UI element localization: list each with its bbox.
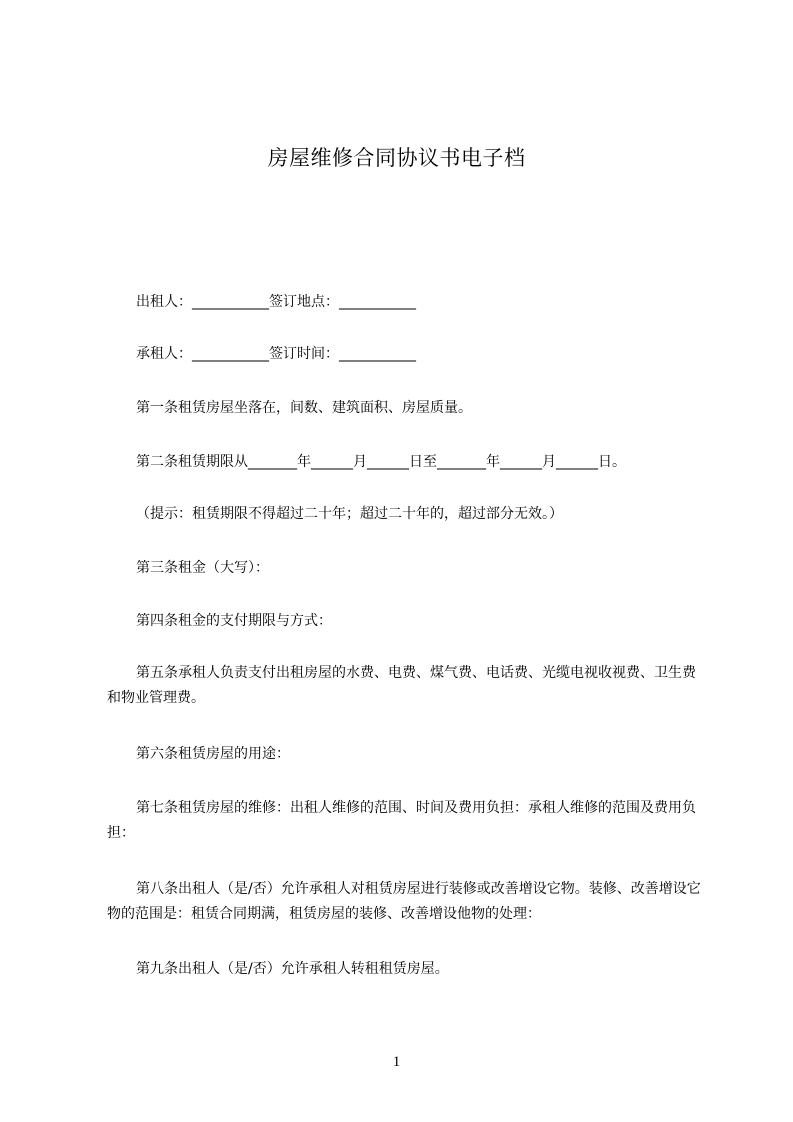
tip-note: （提示：租赁期限不得超过二十年；超过二十年的，超过部分无效。） bbox=[136, 506, 563, 522]
clause-7: 第七条租赁房屋的维修：出租人维修的范围、时间及费用负担：承租人维修的范围及费用负担： bbox=[107, 800, 696, 841]
clause-6: 第六条租赁房屋的用途： bbox=[136, 746, 290, 762]
lessee-line: 承租人：___________签订时间：___________ bbox=[136, 346, 416, 362]
clause-8: 第八条出租人（是/否）允许承租人对租赁房屋进行装修或改善增设它物。装修、改善增设它物的范围是：租赁合同期满，租赁房屋的装修、改善增设他物的处理： bbox=[107, 881, 701, 922]
clause-3: 第三条租金（大写）： bbox=[136, 560, 269, 576]
clause-5: 第五条承租人负责支付出租房屋的水费、电费、煤气费、电话费、光缆电视收视费、卫生费和物业管理费。 bbox=[107, 665, 696, 706]
clause-9: 第九条出租人（是/否）允许承租人转租租赁房屋。 bbox=[136, 961, 449, 977]
document-title: 房屋维修合同协议书电子档 bbox=[267, 146, 526, 170]
clause-4: 第四条租金的支付期限与方式： bbox=[136, 613, 332, 629]
clause-2: 第二条租赁期限从_______年______月______日至_______年______月______日。 bbox=[136, 454, 626, 470]
clause-1: 第一条租赁房屋坐落在，间数、建筑面积、房屋质量。 bbox=[136, 400, 472, 416]
lessor-line: 出租人：___________签订地点：___________ bbox=[136, 294, 416, 310]
page-number: 1 bbox=[392, 1054, 401, 1070]
